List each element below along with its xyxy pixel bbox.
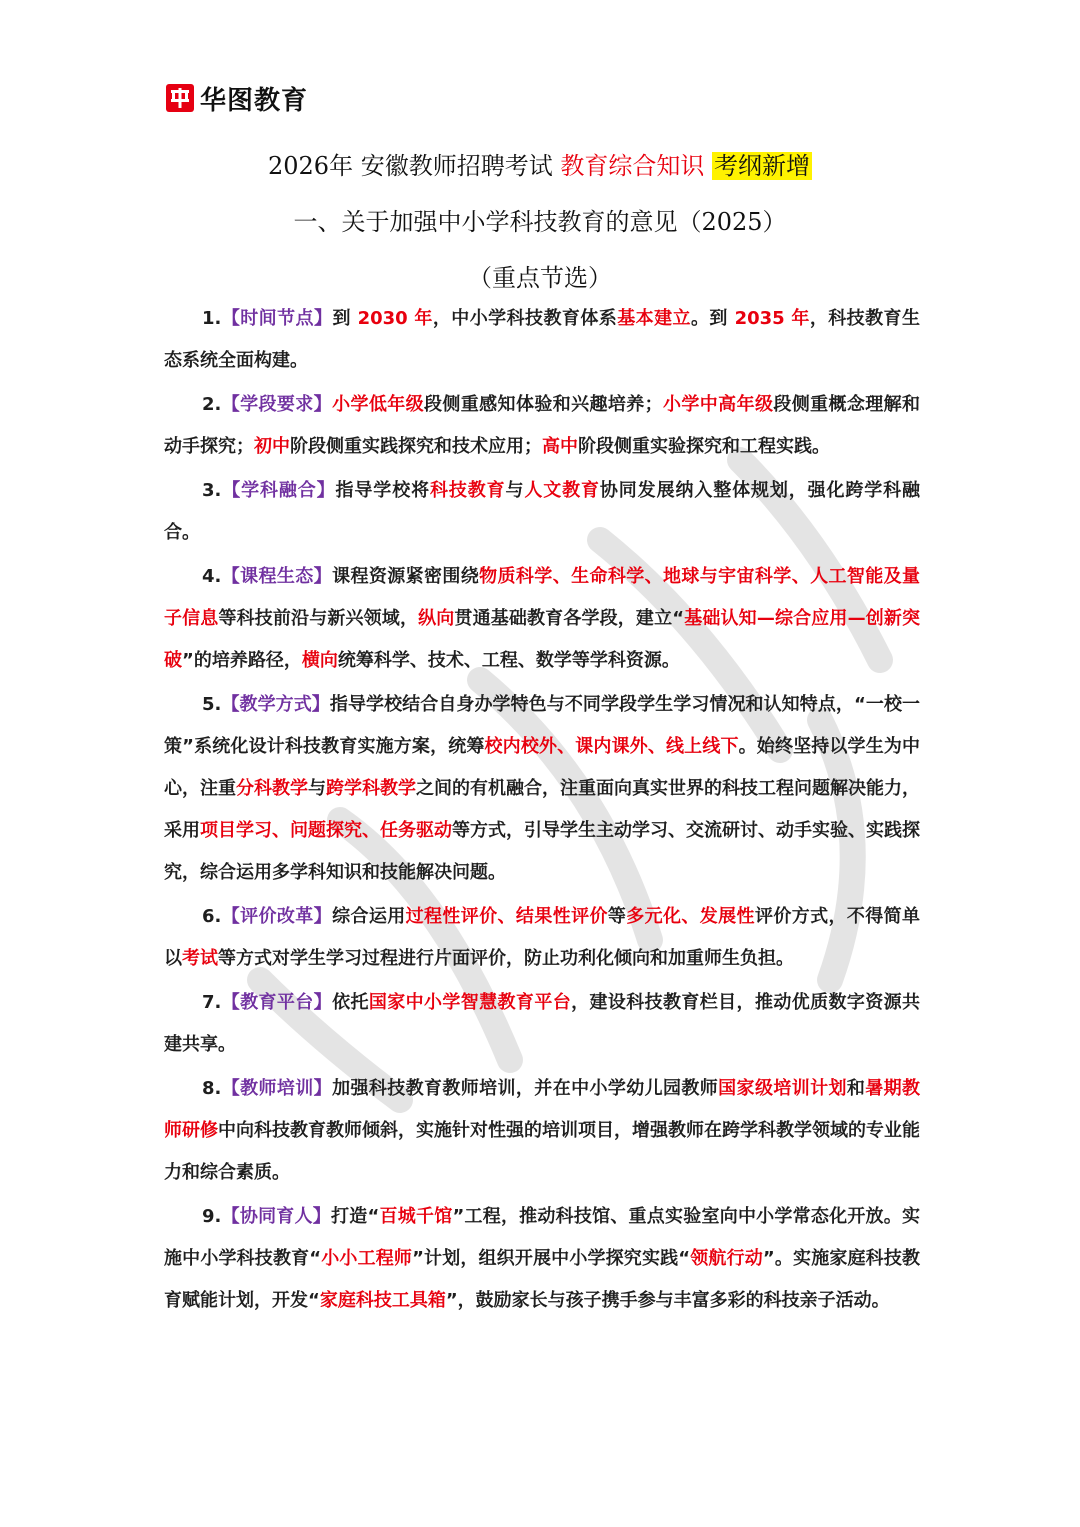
item-text: ，中小学科技教育体系 [432,308,618,329]
item-highlight: 基础认知—综合应用—创新突破 [164,608,921,671]
item-highlight: 小学低年级 [332,394,425,415]
item-text: 7. [202,992,222,1013]
item-text: 阶段侧重实践探究和技术应用； [290,436,542,457]
item-text: 之间的有机融合，注重面向真实世界的科技工程问题解决能力，采用 [164,778,920,841]
page-subtitle: 一、关于加强中小学科技教育的意见（2025） [293,208,787,236]
item-highlight: 暑期教师研修 [164,1078,921,1141]
item-highlight: 2035 年 [734,308,810,329]
item-keyword: 【教师培训】 [221,1078,333,1099]
item-text: 到 [332,308,358,329]
list-item [164,470,920,554]
item-highlight: 领航行动 [690,1248,763,1269]
item-text: ，建设科技教育栏目，推动优质数字资源共建共享。 [164,992,921,1055]
list-item [164,556,920,682]
item-text: 综合运用 [332,906,406,927]
item-highlight: 人文教育 [524,480,600,501]
item-text: 打造“ [330,1206,380,1227]
item-text: 与 [308,778,326,799]
item-highlight: 跨学科教学 [326,778,416,799]
brand-logo [166,82,308,114]
item-text: 5. [202,694,222,715]
item-text: ”的培养路径， [182,650,302,671]
page-title [0,146,1080,181]
item-keyword: 【评价改革】 [221,906,333,927]
list-item [164,1068,920,1194]
item-text: 段侧重感知体验和兴趣培养； [424,394,663,415]
item-highlight: 科技教育 [429,480,506,501]
item-text: ，科技教育生态系统全面构建。 [164,308,920,371]
list-item [164,982,920,1066]
title-badge: 考纲新增 [713,152,810,180]
item-text: ”。实施家庭科技教育赋能计划，开发“ [164,1248,920,1311]
item-highlight: 过程性评价、结果性评价 [405,906,608,927]
item-highlight: 国家级培训计划 [718,1078,847,1099]
item-highlight: 考试 [182,948,218,969]
logo-text: 华图教育 [200,85,309,116]
item-highlight: 国家中小学智慧教育平台 [368,992,572,1013]
item-keyword: 【学科融合】 [221,480,336,501]
item-text: 。到 [690,308,735,329]
section-label: （重点节选） [468,264,612,292]
item-highlight: 横向 [301,650,338,671]
item-text: 3. [202,480,222,501]
item-keyword: 【课程生态】 [221,566,333,587]
item-text: 贯通基础教育各学段，建立“ [454,608,685,629]
title-exam: 2026年 安徽教师招聘考试 [268,152,561,180]
item-text: 评价方式，不得简单以 [164,906,921,969]
item-text: 协同发展纳入整体规划，强化跨学科融合。 [164,480,921,543]
item-keyword: 【教育平台】 [221,992,333,1013]
item-text: 8. [202,1078,222,1099]
item-text: 等 [607,906,627,927]
item-text: ”计划，组织开展中小学探究实践“ [412,1248,691,1269]
list-item [164,298,920,382]
item-text: 加强科技教育教师培训，并在中小学幼儿园教师 [332,1078,719,1099]
list-item [164,684,920,894]
item-text: ”，鼓励家长与孩子携手参与丰富多彩的科技亲子活动。 [445,1290,890,1311]
item-keyword: 【学段要求】 [221,394,333,415]
item-highlight: 小小工程师 [321,1248,413,1269]
item-text: 2. [202,394,222,415]
item-text: 段侧重概念理解和动手探究； [164,394,921,457]
list-item [164,1196,920,1322]
item-highlight: 初中 [254,436,290,457]
item-text: 。始终坚持以学生为中心，注重 [164,736,920,799]
item-highlight: 项目学习、问题探究、任务驱动 [200,820,452,841]
item-text: 6. [202,906,222,927]
item-highlight: 物质科学、生命科学、地球与宇宙科学、人工智能及量子信息 [164,566,921,629]
item-text: 1. [202,308,222,329]
item-highlight: 2030 年 [357,308,433,329]
item-highlight: 家庭科技工具箱 [319,1290,446,1311]
item-text: ”工程，推动科技馆、重点实验室向中小学常态化开放。实施中小学科技教育“ [164,1206,921,1269]
item-highlight: 多元化、发展性 [626,906,755,927]
item-text: 等方式对学生学习过程进行片面评价，防止功利化倾向和加重师生负担。 [218,948,794,969]
item-highlight: 分科教学 [236,778,308,799]
list-item [164,896,920,980]
item-text: 中向科技教育教师倾斜，实施针对性强的培训项目，增强教师在跨学科教学领域的专业能力和综合素质。 [164,1120,920,1183]
item-text: 指导学校将 [335,480,430,501]
content-list [164,298,920,1324]
item-highlight: 纵向 [418,608,455,629]
item-text: 和 [846,1078,866,1099]
item-text: 阶段侧重实验探究和工程实践。 [578,436,830,457]
item-text: 统筹科学、技术、工程、数学等学科资源。 [337,650,680,671]
item-highlight: 百城千馆 [379,1206,453,1227]
item-keyword: 【教学方式】 [221,694,330,715]
item-keyword: 【协同育人】 [221,1206,331,1227]
title-subject: 教育综合知识 [560,152,705,180]
item-highlight: 校内校外、课内课外、线上线下 [484,736,739,757]
item-text: 依托 [332,992,369,1013]
item-keyword: 【时间节点】 [221,308,333,329]
item-text: 等科技前沿与新兴领域， [218,608,419,629]
item-text: 与 [505,480,525,501]
item-highlight: 高中 [542,436,578,457]
item-highlight: 小学中高年级 [662,394,774,415]
item-text: 4. [202,566,222,587]
item-highlight: 基本建立 [617,308,691,329]
logo-mark-icon [166,84,194,112]
item-text: 等方式，引导学生主动学习、交流研讨、动手实验、实践探究，综合运用多学科知识和技能解决问题。 [164,820,920,883]
item-text: 9. [202,1206,222,1227]
item-text: 课程资源紧密围绕 [332,566,480,587]
item-text: 指导学校结合自身办学特色与不同学段学生学习情况和认知特点，“一校一策”系统化设计科技教育实施方案，统筹 [164,694,921,757]
list-item [164,384,920,468]
